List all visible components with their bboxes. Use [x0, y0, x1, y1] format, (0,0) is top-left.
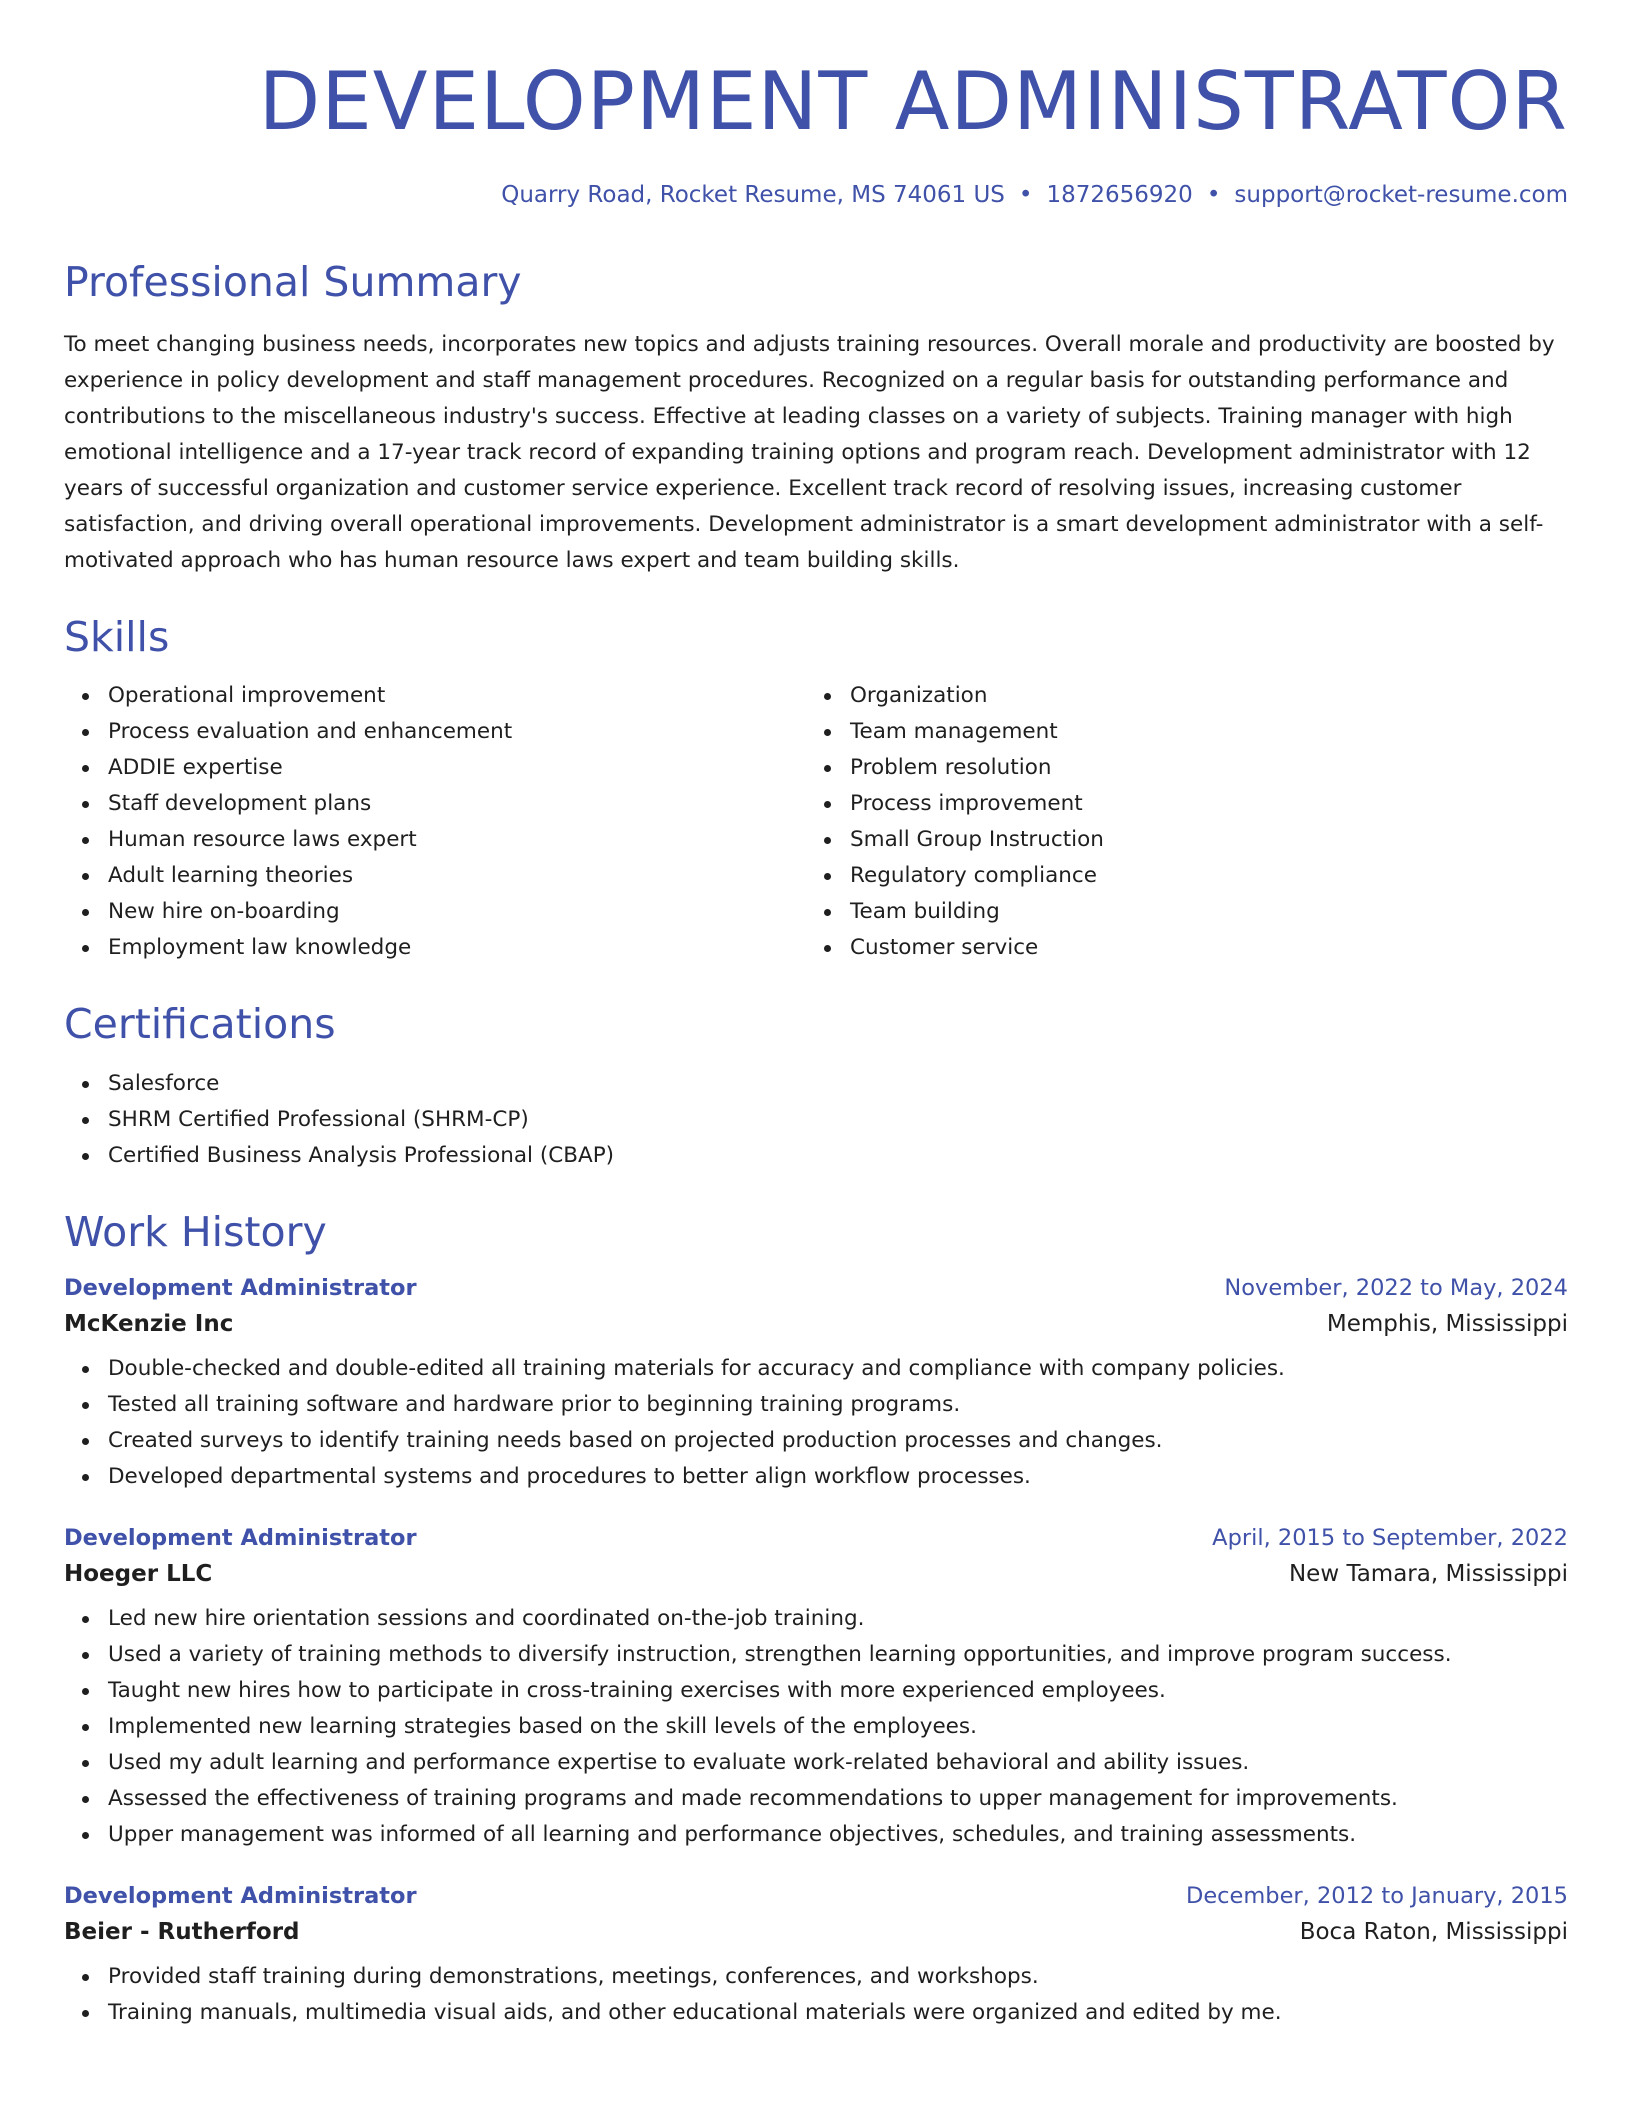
contact-address: Quarry Road, Rocket Resume, MS 74061 US: [501, 182, 1005, 208]
skill-item: Staff development plans: [108, 786, 806, 822]
job-bullet: Upper management was informed of all learning and performance objectives, schedules, and training assessments.: [108, 1817, 1568, 1853]
work-history-heading: Work History: [64, 1207, 327, 1256]
skill-item: Process improvement: [850, 786, 1548, 822]
job-bullet: Implemented new learning strategies based on the skill levels of the employees.: [108, 1709, 1568, 1745]
contact-separator: •: [1018, 182, 1033, 208]
summary-text: To meet changing business needs, incorporates new topics and adjusts training resources. Overall morale and productivity are boosted by experience in policy development and staff management procedures. Recognized on a regular basis for outstanding performance and contributions to the miscellaneous industry's success. Effective at leading classes on a variety of subjects. Training manager with high emotional intelligence and a 17-year track record of expanding training options and program reach. Development administrator with 12 years of successful organization and customer service experience. Excellent track record of resolving issues, increasing customer satisfaction, and driving overall operational improvements. Development administrator is a smart development administrator with a self-motivated approach who has human resource laws expert and team building skills.: [64, 332, 1555, 574]
skills-list-left: [64, 678, 806, 966]
job-bullet: Led new hire orientation sessions and coordinated on-the-job training.: [108, 1601, 1568, 1637]
skill-item: ADDIE expertise: [108, 750, 806, 786]
skill-item: Operational improvement: [108, 678, 806, 714]
job-bullet: Double-checked and double-edited all training materials for accuracy and compliance with company policies.: [108, 1351, 1568, 1387]
job-title: Development Administrator: [64, 1274, 417, 1301]
resume-name: DEVELOPMENT ADMINISTRATOR: [258, 55, 1568, 148]
skill-item: Problem resolution: [850, 750, 1548, 786]
skill-item: New hire on-boarding: [108, 894, 806, 930]
certification-item: Certified Business Analysis Professional (CBAP): [108, 1138, 1568, 1174]
job-bullet: Used a variety of training methods to diversify instruction, strengthen learning opportunities, and improve program success.: [108, 1637, 1568, 1673]
job-bullets: [64, 1351, 1568, 1495]
job-bullet: Taught new hires how to participate in cross-training exercises with more experienced employees.: [108, 1673, 1568, 1709]
skills-heading: Skills: [64, 613, 170, 662]
certification-item: SHRM Certified Professional (SHRM-CP): [108, 1102, 1568, 1138]
job-dates: December, 2012 to January, 2015: [1186, 1882, 1568, 1909]
job-location: Boca Raton, Mississippi: [1299, 1918, 1568, 1945]
job-bullet: Developed departmental systems and procedures to better align workflow processes.: [108, 1459, 1568, 1495]
contact-separator: •: [1206, 182, 1221, 208]
skill-item: Employment law knowledge: [108, 930, 806, 966]
summary-heading: Professional Summary: [64, 258, 522, 306]
job-bullet: Provided staff training during demonstrations, meetings, conferences, and workshops.: [108, 1959, 1568, 1995]
certifications-list: [64, 1066, 1568, 1174]
skills-column-left: [64, 678, 806, 966]
job-bullet: Used my adult learning and performance expertise to evaluate work-related behavioral and ability issues.: [108, 1745, 1568, 1781]
skill-item: Customer service: [850, 930, 1548, 966]
job-subheader: [64, 1919, 1568, 1945]
job-dates: November, 2022 to May, 2024: [1224, 1274, 1568, 1301]
contact-line: [64, 182, 1568, 208]
job-header: [64, 1275, 1568, 1301]
job-bullet: Tested all training software and hardware prior to beginning training programs.: [108, 1387, 1568, 1423]
skills-grid: [64, 678, 1568, 966]
skill-item: Team building: [850, 894, 1548, 930]
job-entry: [64, 1883, 1568, 2031]
skill-item: Small Group Instruction: [850, 822, 1548, 858]
job-bullet: Created surveys to identify training needs based on projected production processes and changes.: [108, 1423, 1568, 1459]
job-location: New Tamara, Mississippi: [1288, 1560, 1568, 1587]
job-entry: [64, 1275, 1568, 1495]
certification-item: Salesforce: [108, 1066, 1568, 1102]
skills-list-right: [806, 678, 1548, 966]
skill-item: Adult learning theories: [108, 858, 806, 894]
skill-item: Process evaluation and enhancement: [108, 714, 806, 750]
skill-item: Organization: [850, 678, 1548, 714]
job-company: Beier - Rutherford: [64, 1918, 300, 1945]
contact-phone: 1872656920: [1046, 182, 1193, 208]
contact-email: support@rocket-resume.com: [1234, 182, 1568, 208]
skill-item: Human resource laws expert: [108, 822, 806, 858]
job-bullets: [64, 1601, 1568, 1853]
job-company: McKenzie Inc: [64, 1310, 234, 1337]
skills-column-right: [806, 678, 1548, 966]
job-header: [64, 1525, 1568, 1551]
job-bullet: Assessed the effectiveness of training programs and made recommendations to upper management for improvements.: [108, 1781, 1568, 1817]
job-entry: [64, 1525, 1568, 1853]
job-company: Hoeger LLC: [64, 1560, 213, 1587]
certifications-heading: Certifications: [64, 1000, 336, 1049]
job-header: [64, 1883, 1568, 1909]
job-subheader: [64, 1561, 1568, 1587]
skill-item: Team management: [850, 714, 1548, 750]
job-bullets: [64, 1959, 1568, 2031]
job-dates: April, 2015 to September, 2022: [1212, 1524, 1568, 1551]
job-title: Development Administrator: [64, 1524, 417, 1551]
job-location: Memphis, Mississippi: [1326, 1310, 1568, 1337]
job-subheader: [64, 1311, 1568, 1337]
skill-item: Regulatory compliance: [850, 858, 1548, 894]
job-title: Development Administrator: [64, 1882, 417, 1909]
job-bullet: Training manuals, multimedia visual aids, and other educational materials were organized and edited by me.: [108, 1995, 1568, 2031]
